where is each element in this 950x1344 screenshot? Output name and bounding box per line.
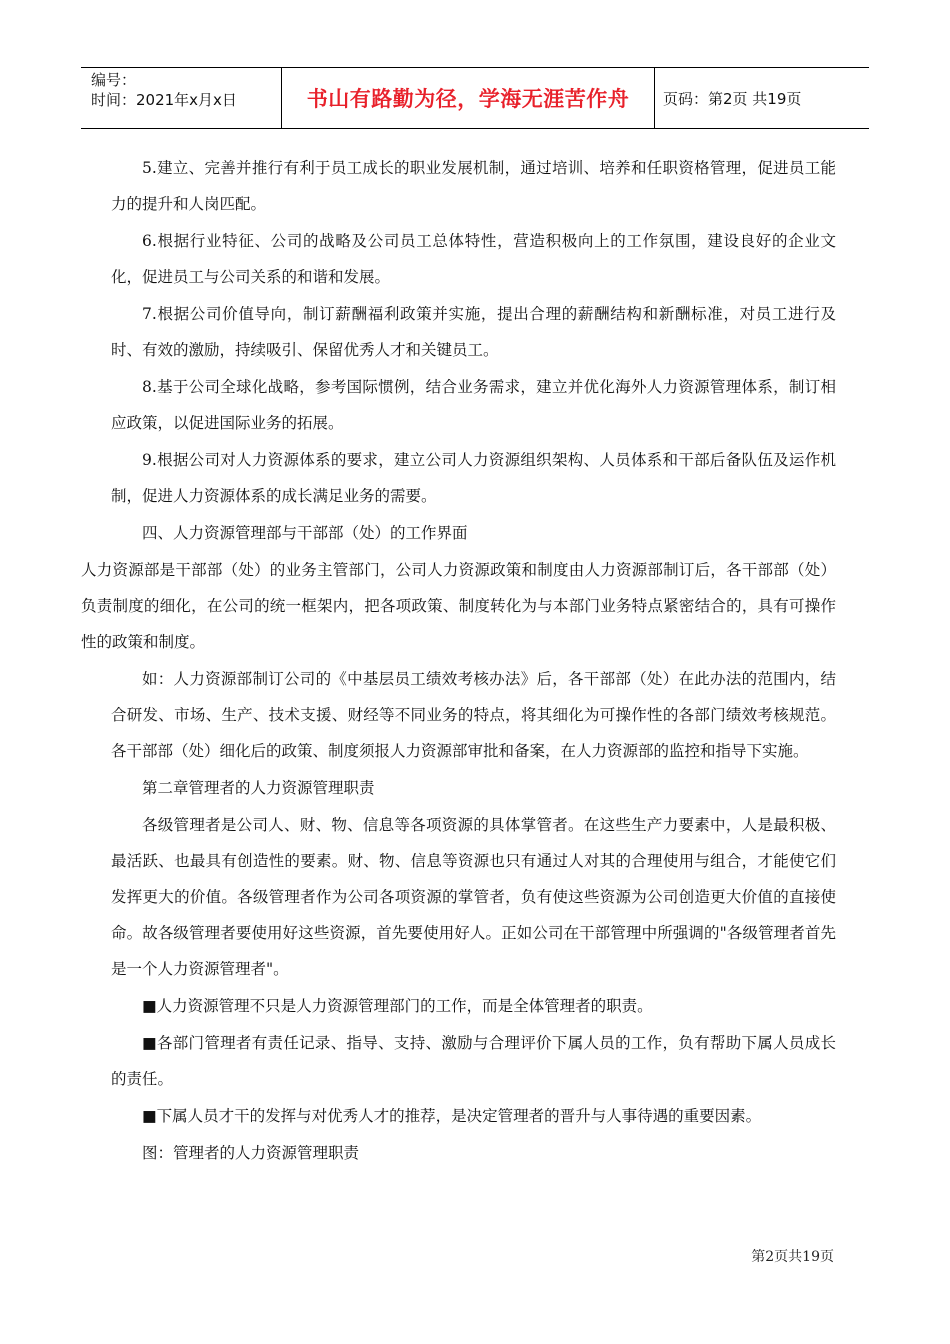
bullet-item: ■下属人员才干的发挥与对优秀人才的推荐，是决定管理者的晋升与人事待遇的重要因素。	[142, 1107, 762, 1125]
paragraph: 5.建立、完善并推行有利于员工成长的职业发展机制，通过培训、培养和任职资格管理，促进员工能力的提升和人岗匹配。	[111, 159, 836, 213]
header-page-info: 页码：第2页 共19页	[663, 89, 802, 108]
header-motto: 书山有路勤为径，学海无涯苦作舟	[282, 68, 655, 128]
bullet-item: ■人力资源管理不只是人力资源管理部门的工作，而是全体管理者的职责。	[142, 997, 653, 1015]
section-heading: 四、人力资源管理部与干部部（处）的工作界面	[142, 524, 468, 542]
figure-caption: 图：管理者的人力资源管理职责	[142, 1144, 360, 1162]
paragraph: 如：人力资源部制订公司的《中基层员工绩效考核办法》后，各干部部（处）在此办法的范围内，结合研发、市场、生产、技术支援、财经等不同业务的特点，将其细化为可操作性的各部门绩效考核规范。各干部部（处）细化后的政策、制度须报人力资源部审批和备案，在人力资源部的监控和指导下实施。	[111, 670, 836, 760]
paragraph: 各级管理者是公司人、财、物、信息等各项资源的具体掌管者。在这些生产力要素中，人是最积极、最活跃、也最具有创造性的要素。财、物、信息等资源也只有通过人对其的合理使用与组合，才能使它们发挥更大的价值。各级管理者作为公司各项资源的掌管者，负有使这些资源为公司创造更大价值的直接使命。故各级管理者要使用好这些资源，首先要使用好人。正如公司在干部管理中所强调的"各级管理者首先是一个人力资源管理者"。	[111, 816, 836, 978]
page-header	[81, 67, 869, 129]
paragraph: 9.根据公司对人力资源体系的要求，建立公司人力资源组织架构、人员体系和干部后备队伍及运作机制，促进人力资源体系的成长满足业务的需要。	[111, 451, 836, 505]
paragraph: 6.根据行业特征、公司的战略及公司员工总体特性，营造积极向上的工作氛围，建设良好的企业文化，促进员工与公司关系的和谐和发展。	[111, 232, 836, 286]
header-meta	[81, 68, 282, 128]
page-footer: 第2页共19页	[751, 1249, 834, 1265]
paragraph: 人力资源部是干部部（处）的业务主管部门，公司人力资源政策和制度由人力资源部制订后，各干部部（处）负责制度的细化，在公司的统一框架内，把各项政策、制度转化为与本部门业务特点紧密结合的，具有可操作性的政策和制度。	[81, 561, 836, 651]
paragraph: 7.根据公司价值导向，制订薪酬福利政策并实施，提出合理的薪酬结构和新酬标准，对员工进行及时、有效的激励，持续吸引、保留优秀人才和关键员工。	[111, 305, 836, 359]
bullet-item: ■各部门管理者有责任记录、指导、支持、激励与合理评价下属人员的工作，负有帮助下属人员成长的责任。	[111, 1034, 836, 1088]
header-date: 时间：2021年x月x日	[91, 91, 237, 109]
document-body	[81, 150, 836, 1172]
paragraph: 8.基于公司全球化战略，参考国际惯例，结合业务需求，建立并优化海外人力资源管理体系，制订相应政策，以促进国际业务的拓展。	[111, 378, 836, 432]
chapter-heading: 第二章管理者的人力资源管理职责	[142, 779, 375, 797]
header-number-label: 编号：	[91, 71, 137, 89]
